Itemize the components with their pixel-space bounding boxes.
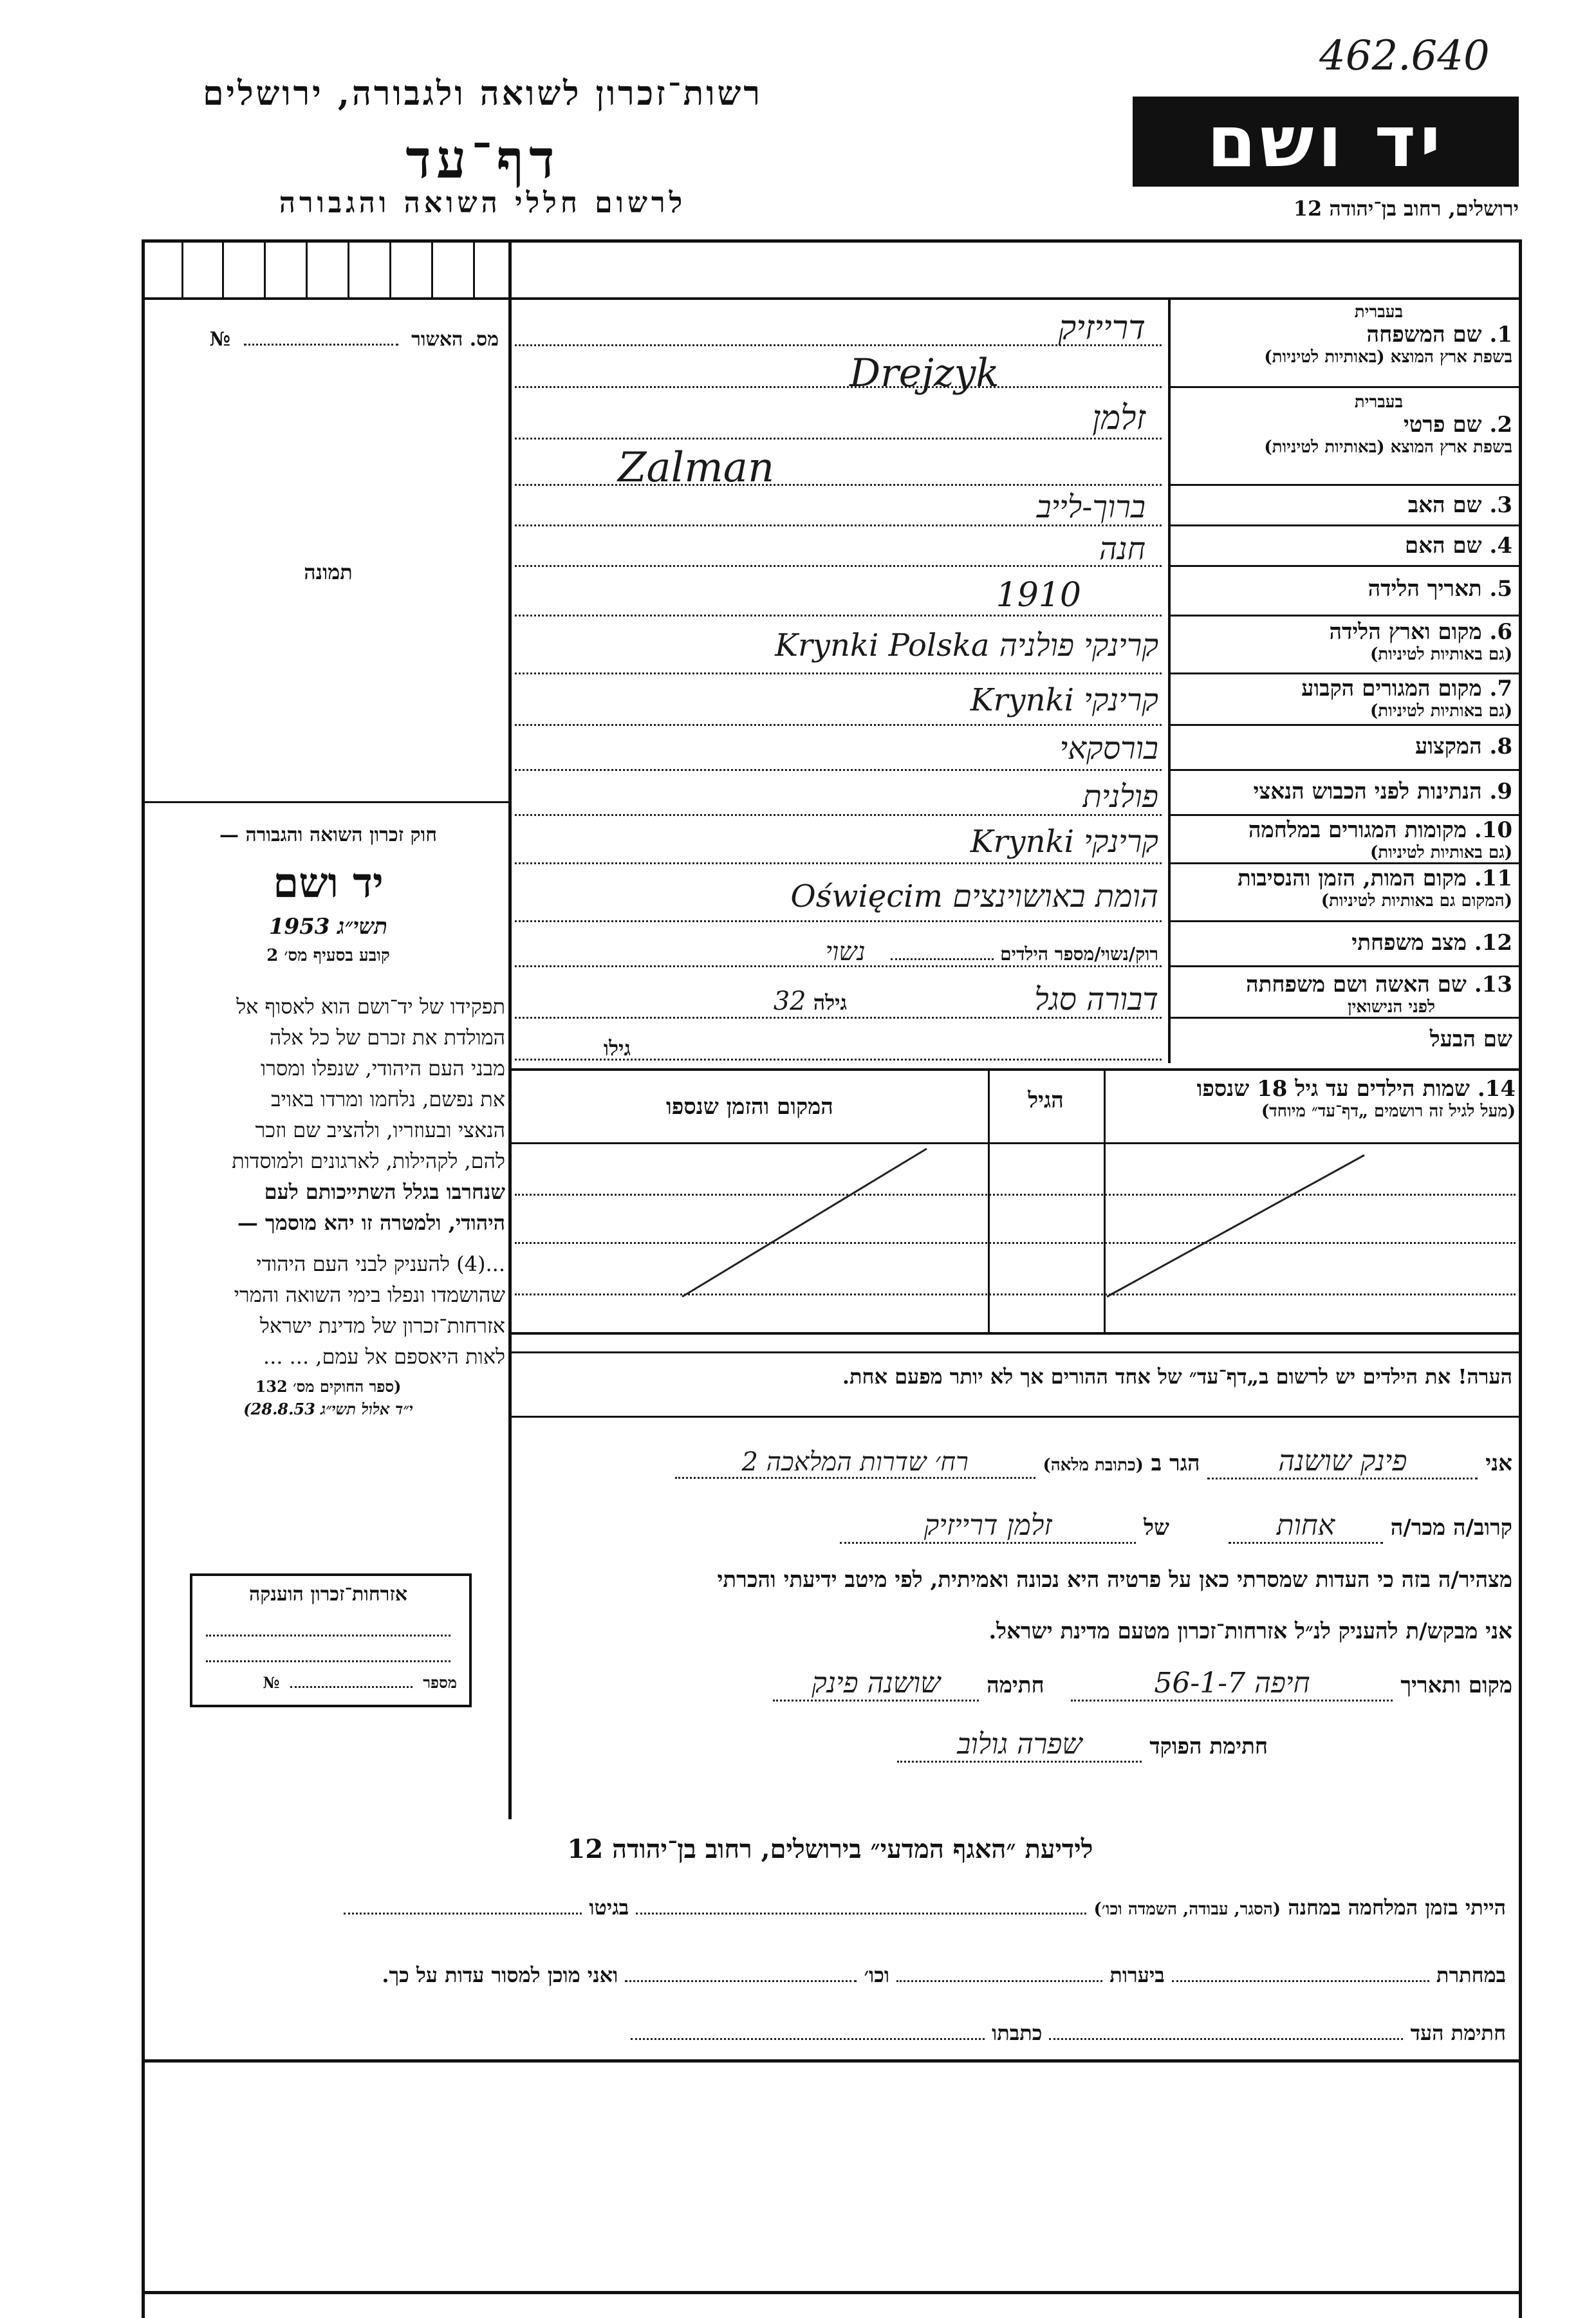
law-text-2 <box>151 1248 505 1372</box>
children-crossed-out <box>515 1142 1516 1332</box>
law-date: י״ד אלול תשי״ג 28.8.53) <box>243 1400 413 1418</box>
value-line[interactable] <box>515 862 1162 864</box>
law-text <box>151 991 505 1238</box>
declarant-name-value[interactable]: פינק שושנה <box>1207 1445 1478 1479</box>
footer-ghetto-label: בגיטו <box>589 1895 629 1920</box>
label-column-divider <box>1168 297 1171 1063</box>
frame-bottom <box>142 2291 1522 2294</box>
footer-address-label: כתבתו <box>992 2021 1043 2045</box>
relative-label: קרוב/ה מכר/ה <box>1390 1515 1512 1541</box>
field-2-name: שם פרטי <box>1403 412 1482 438</box>
field-10-name: מקומות המגורים במלחמה <box>1248 817 1467 843</box>
digit-box <box>264 239 266 297</box>
cert-line[interactable] <box>206 1660 450 1662</box>
approval-label: מס. האשור <box>411 328 499 351</box>
address-line: ירושלים, רחוב בן־יהודה 12 <box>1293 196 1519 221</box>
children-count-field[interactable] <box>891 958 994 960</box>
row-sep <box>1168 965 1519 967</box>
children-col-age: הגיל <box>1028 1088 1064 1113</box>
field-7-name: מקום המגורים הקבוע <box>1301 676 1482 701</box>
husband-name: שם הבעל <box>1429 1026 1512 1052</box>
field-1-label <box>1174 302 1512 367</box>
row-sep <box>1168 565 1519 567</box>
law-text-line: היהודי, ולמטרה זו יהא מוסמך — <box>237 1210 505 1235</box>
field-13-note: לפני הנישואין <box>1347 997 1435 1017</box>
field-4-name: שם האם <box>1404 533 1482 559</box>
profession-value[interactable]: בורסקאי <box>1059 730 1158 766</box>
birth-place-value[interactable]: קרינקי פולניה Krynki Polska <box>775 627 1158 663</box>
declaration-line-2 <box>515 1509 1512 1544</box>
footer-witness-signature-field[interactable] <box>1049 2038 1403 2040</box>
digit-box <box>431 239 433 297</box>
field-number: 10. <box>1474 817 1512 843</box>
footer-address-field[interactable] <box>631 2038 985 2040</box>
husband-age-label: גילו <box>603 1036 631 1061</box>
firstname-latin-value[interactable]: Zalman <box>618 444 775 492</box>
surname-hebrew-value[interactable]: דרייזיק <box>1058 309 1146 348</box>
value-line[interactable] <box>515 672 1162 674</box>
frame-left <box>142 239 145 2318</box>
footer-willing-label: ואני מוכן למסור עדות על כך. <box>382 1963 618 1987</box>
field-6-note: (גם באותיות לטיניות) <box>1369 645 1512 664</box>
declaration-line-sign <box>515 1667 1512 1701</box>
wife-age-label: גילה <box>813 990 848 1015</box>
field-8-label <box>1174 734 1512 759</box>
form-subtitle: לרשום חללי השואה והגבורה <box>279 187 687 219</box>
field-3-label <box>1174 492 1512 518</box>
field-number: 7. <box>1489 676 1512 701</box>
children-table-bottom <box>512 1332 1522 1335</box>
surname-latin-value[interactable]: Drejzyk <box>849 351 999 396</box>
children-note: (מעל לגיל זה רושמים „דף־עד״ מיוחד) <box>1261 1102 1516 1121</box>
yad-vashem-logo: יד ושם <box>1133 97 1519 187</box>
photo-area-bottom <box>145 801 508 803</box>
field-13-label <box>1174 972 1512 1017</box>
death-place-value[interactable]: הומת באושוינצים Oświęcim <box>790 878 1158 914</box>
digit-box <box>306 239 308 297</box>
field-6-label <box>1174 619 1512 664</box>
field-8-name: המקצוע <box>1415 734 1482 759</box>
digit-boxes-bottom <box>142 297 512 300</box>
mother-name-value[interactable]: חנה <box>1099 531 1146 567</box>
cert-number-field[interactable] <box>290 1686 413 1688</box>
law-text-line: הנאצי ובעוזריו, ולהציב שם וזכר <box>255 1118 505 1142</box>
field-number: 2. <box>1489 412 1512 438</box>
citizenship-value[interactable]: פולנית <box>1082 779 1158 815</box>
value-line[interactable] <box>515 769 1162 771</box>
residence-value[interactable]: קרינקי Krynki <box>970 682 1158 718</box>
field-3-name: שם האב <box>1407 492 1482 518</box>
field-number: 4. <box>1489 533 1512 559</box>
officer-signature-value[interactable]: שפרה גולוב <box>897 1728 1142 1763</box>
value-line[interactable] <box>515 724 1162 726</box>
digit-box <box>181 239 183 297</box>
signature-label: חתימה <box>987 1673 1044 1698</box>
field-10-label <box>1174 817 1512 862</box>
note-bottom <box>512 1416 1522 1418</box>
relation-value[interactable]: אחות <box>1229 1509 1383 1544</box>
field-9-label <box>1174 779 1512 804</box>
field-10-note: (גם באותיות לטיניות) <box>1369 843 1512 862</box>
field-11-name: מקום המות, הזמן והנסיבות <box>1237 866 1467 891</box>
children-title: שמות הילדים עד גיל 18 שנספו <box>1196 1076 1470 1102</box>
full-address-label: (כתובת מלאה) <box>1043 1456 1144 1475</box>
field-2-label <box>1174 393 1512 457</box>
law-text-line: להם, לקהילות, לארגונים ולמוסדות <box>232 1149 505 1173</box>
note-line: הערה! את הילדים יש לרשום ב„דף־עד״ של אחד ההורים אך לא יותר מפעם אחת. <box>842 1364 1512 1389</box>
row-sep <box>1168 920 1519 922</box>
of-label: של <box>1144 1515 1170 1541</box>
officer-row <box>515 1728 1512 1763</box>
wartime-residence-value[interactable]: קרינקי Krynki <box>970 824 1158 860</box>
footer-camp-field[interactable] <box>636 1913 1086 1915</box>
field-1-sub-latin: בשפת ארץ המוצא (באותיות לטיניות) <box>1264 348 1512 367</box>
field-1-name: שם המשפחה <box>1366 322 1482 348</box>
row-sep <box>1168 769 1519 771</box>
row-sep <box>1168 724 1519 726</box>
officer-label: חתימת הפוקד <box>1149 1734 1268 1759</box>
field-7-note: (גם באותיות לטיניות) <box>1369 701 1512 721</box>
footer-ghetto-field[interactable] <box>344 1913 582 1915</box>
declaration-statement: מצהיר/ה בזה כי העדות שמסרתי כאן על פרטיה היא נכונה ואמיתית, לפי מיטב ידיעתי והכרתי <box>717 1567 1512 1593</box>
husband-label <box>1174 1026 1512 1052</box>
field-6-name: מקום וארץ הלידה <box>1329 619 1482 645</box>
value-line[interactable] <box>515 615 1162 617</box>
field-number: 14. <box>1477 1076 1516 1102</box>
value-line[interactable] <box>515 438 1162 440</box>
law-clause: קובע בסעיף מס׳ 2 <box>266 946 390 965</box>
law-text-line: לאות היאספם אל עמם, ... ... <box>263 1344 505 1369</box>
row-sep <box>1168 524 1519 526</box>
field-number: 3. <box>1489 492 1512 518</box>
digit-box <box>348 239 349 297</box>
cross-out-stroke <box>1107 1155 1364 1297</box>
cert-title: אזרחות־זכרון הוענקה <box>248 1583 408 1606</box>
field-number: 8. <box>1489 734 1512 759</box>
law-text-line: שנחרבו בגלל השתייכותם לעם <box>264 1180 505 1204</box>
field-number: 13. <box>1474 972 1512 997</box>
law-text-line: המולדת את זכרם של כל אלה <box>269 1025 505 1050</box>
field-11-label <box>1174 866 1512 911</box>
birth-date-value[interactable]: 1910 <box>996 576 1081 615</box>
law-year: תשי״ג 1953 <box>268 914 388 940</box>
i-label: אני <box>1485 1451 1512 1476</box>
row-sep <box>1168 484 1519 486</box>
footer-etc-field[interactable] <box>625 1980 857 1982</box>
left-column-divider <box>508 239 512 1819</box>
children-label: רוק/נשוי/מספר הילדים <box>1000 943 1158 965</box>
field-12-name: מצב משפחתי <box>1351 930 1467 956</box>
approval-number-row <box>158 328 499 351</box>
field-number: 11. <box>1474 866 1512 891</box>
row-sep <box>1168 615 1519 617</box>
father-name-value[interactable]: ברוך-לייב <box>1036 489 1146 525</box>
marital-row <box>708 936 1158 967</box>
field-4-label <box>1174 533 1512 559</box>
wife-row <box>528 981 1158 1017</box>
cert-line[interactable] <box>206 1635 450 1637</box>
field-11-note: (המקום גם באותיות לטיניות) <box>1321 891 1512 911</box>
victim-name-value[interactable]: זלמן דרייזיק <box>840 1509 1136 1544</box>
law-title: חוק זכרון השואה והגבורה — <box>219 824 437 846</box>
law-source: (ספר החוקים מס׳ 132 <box>255 1377 402 1396</box>
footer-etc-label: וכו׳ <box>864 1963 890 1987</box>
form-title: דף־עד <box>405 129 560 190</box>
declaration-line-1 <box>515 1445 1512 1479</box>
field-12-label <box>1174 930 1512 956</box>
lives-label: הגר ב <box>1151 1451 1200 1476</box>
marital-status-value[interactable]: נשוי <box>825 937 866 967</box>
field-13-name: שם האשה ושם משפחתה <box>1246 972 1467 997</box>
declarant-address-value[interactable]: רח׳ שדרות המלאכה 2 <box>675 1447 1035 1479</box>
law-text-line: אזרחות־זכרון של מדינת ישראל <box>259 1313 505 1338</box>
field-number: 12. <box>1474 930 1512 956</box>
law-text-line: תפקידו של יד־ושם הוא לאסוף אל <box>236 994 505 1019</box>
note-top <box>512 1351 1522 1353</box>
field-2-sub-hebrew: בעברית <box>1354 393 1403 412</box>
row-sep <box>1168 862 1519 864</box>
wife-name-value[interactable]: דבורה סגל <box>1034 981 1158 1017</box>
law-name: יד ושם <box>273 859 384 907</box>
footer-witness-signature-label: חתימת העד <box>1410 2021 1506 2045</box>
footer-forests-label: ביערות <box>1109 1963 1165 1987</box>
cert-number-sign: № <box>263 1673 280 1692</box>
frame-footer-divider <box>142 2059 1522 2063</box>
field-7-label <box>1174 676 1512 721</box>
approval-number-field[interactable] <box>244 344 398 346</box>
field-number: 6. <box>1489 619 1512 645</box>
footer-forests-field[interactable] <box>896 1980 1102 1982</box>
digit-box <box>222 239 224 297</box>
footer-camp-types: (הסגר, עבודה, השמדה וכו׳) <box>1093 1900 1281 1919</box>
cert-number-label: מספר <box>423 1673 457 1692</box>
children-col-place-time: המקום והזמן שנספו <box>666 1094 833 1120</box>
frame-right <box>1519 239 1522 2318</box>
children-table-top <box>512 1068 1522 1071</box>
law-text-line: את נפשם, נלחמו ומרדו באויב <box>271 1087 505 1111</box>
field-2-sub-latin: בשפת ארץ המוצא (באותיות לטיניות) <box>1264 438 1512 457</box>
law-text-line: שהושמדו ונפלו בימי השואה והמרי <box>234 1283 505 1307</box>
field-number: 1. <box>1489 322 1512 348</box>
field-1-sub-hebrew: בעברית <box>1354 302 1403 322</box>
digit-box <box>389 239 391 297</box>
cert-number-row <box>200 1673 457 1692</box>
archive-number: 462.640 <box>1319 32 1490 80</box>
footer-camp-label: הייתי בזמן המלחמה במחנה <box>1288 1895 1506 1920</box>
husband-row <box>528 1036 1158 1061</box>
law-text-line: ...(4) להעניק לבני העם היהודי <box>256 1252 505 1276</box>
field-9-name: הנתינות לפני הכבוש הנאצי <box>1253 779 1482 804</box>
field-5-label <box>1174 576 1512 602</box>
row-sep <box>1168 814 1519 816</box>
footer-line-3 <box>154 2021 1506 2045</box>
cross-out-stroke <box>682 1149 927 1297</box>
firstname-hebrew-value[interactable]: זלמן <box>1092 399 1146 438</box>
place-date-label: מקום ותאריך <box>1400 1673 1512 1698</box>
row-sep <box>1168 672 1519 674</box>
signature-value[interactable]: שושנה פינק <box>773 1667 979 1701</box>
footer-underground-field[interactable] <box>1172 1980 1429 1982</box>
value-line[interactable] <box>515 920 1162 922</box>
footer-title: לידיעת ״האגף המדעי״ בירושלים, רחוב בן־יהודה 12 <box>567 1834 1093 1864</box>
footer-line-1 <box>154 1895 1506 1920</box>
row-sep <box>1168 386 1519 388</box>
wife-age-value[interactable]: 32 <box>773 987 806 1016</box>
field-number: 5. <box>1489 576 1512 602</box>
digit-box <box>473 239 475 297</box>
number-sign: № <box>209 328 231 351</box>
footer-line-2 <box>154 1963 1506 1987</box>
law-text-line: מבני העם היהודי, שנפלו ומסרו <box>261 1056 505 1080</box>
field-number: 9. <box>1489 779 1512 804</box>
photo-label: תמונה <box>304 560 353 584</box>
declaration-request: אני מבקש/ת להעניק לנ״ל אזרחות־זכרון מטעם מדינת ישראל. <box>988 1618 1512 1644</box>
children-header <box>1110 1076 1516 1121</box>
field-5-name: תאריך הלידה <box>1368 576 1482 602</box>
authority-title: רשות־זכרון לשואה ולגבורה, ירושלים <box>203 74 763 113</box>
footer-underground-label: במחתרת <box>1436 1963 1506 1987</box>
row-sep <box>1168 1017 1519 1019</box>
place-date-value[interactable]: חיפה 56-1-7 <box>1071 1667 1393 1701</box>
header-row-bottom <box>512 297 1522 300</box>
